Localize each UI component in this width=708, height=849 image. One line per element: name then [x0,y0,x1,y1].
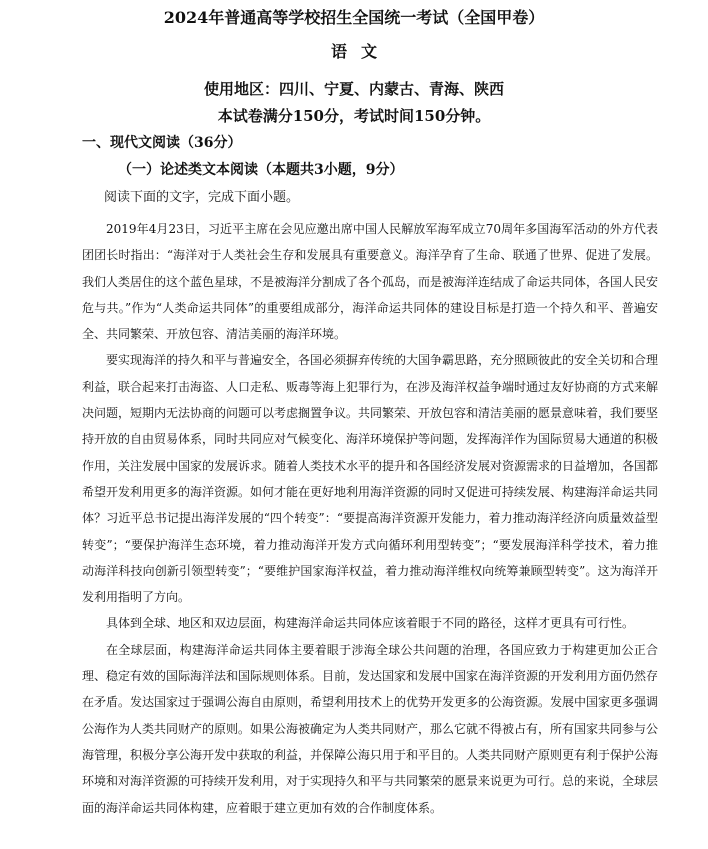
passage-paragraph-2: 要实现海洋的持久和平与普遍安全，各国必须摒弃传统的大国争霸思路，充分照顾彼此的安全关切和合理利益，联合起来打击海盗、人口走私、贩毒等海上犯罪行为，在涉及海洋权益争端时通过友好协商的方式来解决问题，短期内无法协商的问题可以考虑搁置争议。共同繁荣、开放包容和清洁美丽的愿景意味着，我们要坚持开放的自由贸易体系，同时共同应对气候变化、海洋环境保护等问题，发挥海洋作为国际贸易大通道的积极作用，关注发展中国家的发展诉求。随着人类技术水平的提升和各国经济发展对资源需求的日益增加，各国都希望开发利用更多的海洋资源。如何才能在更好地利用海洋资源的同时又促进可持续发展、构建海洋命运共同体？习近平总书记提出海洋发展的“四个转变”：“要提高海洋资源开发能力，着力推动海洋经济向质量效益型转变”；“要保护海洋生态环境，着力推动海洋开发方式向循环利用型转变”；“要发展海洋科学技术，着力推动海洋科技向创新引领型转变”；“要维护国家海洋权益，着力推动海洋维权向统筹兼顾型转变”。这为海洋开发利用指明了方向。 [82,353,659,605]
subject-heading: 语文 [330,42,391,61]
reading-instruction: 阅读下面的文字，完成下面小题。 [104,190,300,205]
usage-regions: 使用地区：四川、宁夏、内蒙古、青海、陕西 [203,80,504,98]
passage-paragraph-4: 在全球层面，构建海洋命运共同体主要着眼于涉海全球公共问题的治理，各国应致力于构建更加公正合理、稳定有效的国际海洋法和国际规则体系。目前，发达国家和发展中国家在海洋资源的开发利用方面仍然存在矛盾。发达国家过于强调公海自由原则，希望利用技术上的优势开发更多的公海资源。发展中国家更多强调公海作为人类共同财产的原则。如果公海被确定为人类共同财产，那么它就不得被占有，所有国家共同参与公海管理，积极分享公海开发中获取的利益，并保障公海只用于和平目的。人类共同财产原则更有利于保护公海环境和对海洋资源的可持续开发利用，对于实现持久和平与共同繁荣的愿景来说更为可行。总的来说，全球层面的海洋命运共同体构建，应着眼于建立更加有效的合作制度体系。 [82,642,659,815]
exam-score-time-info: 本试卷满分150分，考试时间150分钟。 [217,107,491,125]
reading-passage [82,216,658,821]
passage-paragraph-1: 2019年4月23日，习近平主席在会见应邀出席中国人民解放军海军成立70周年多国海军活动的外方代表团团长时指出：“海洋对于人类社会生存和发展具有重要意义。海洋孕育了生命、联通了世界、促进了发展。我们人类居住的这个蓝色星球，不是被海洋分割成了各个孤岛，而是被海洋连结成了命运共同体，各国人民安危与共。”作为“人类命运共同体”的重要组成部分，海洋命运共同体的建设目标是打造一个持久和平、普遍安全、共同繁荣、开放包容、清洁美丽的海洋环境。 [82,222,659,342]
passage-paragraph-3: 具体到全球、地区和双边层面，构建海洋命运共同体应该着眼于不同的路径，这样才更具有可行性。 [106,616,635,631]
section-heading: 一、现代文阅读（36分） [82,135,242,151]
exam-title: 2024年普通高等学校招生全国统一考试（全国甲卷） [163,8,545,27]
subsection-heading: （一）论述类文本阅读（本题共3小题，9分） [118,162,404,178]
